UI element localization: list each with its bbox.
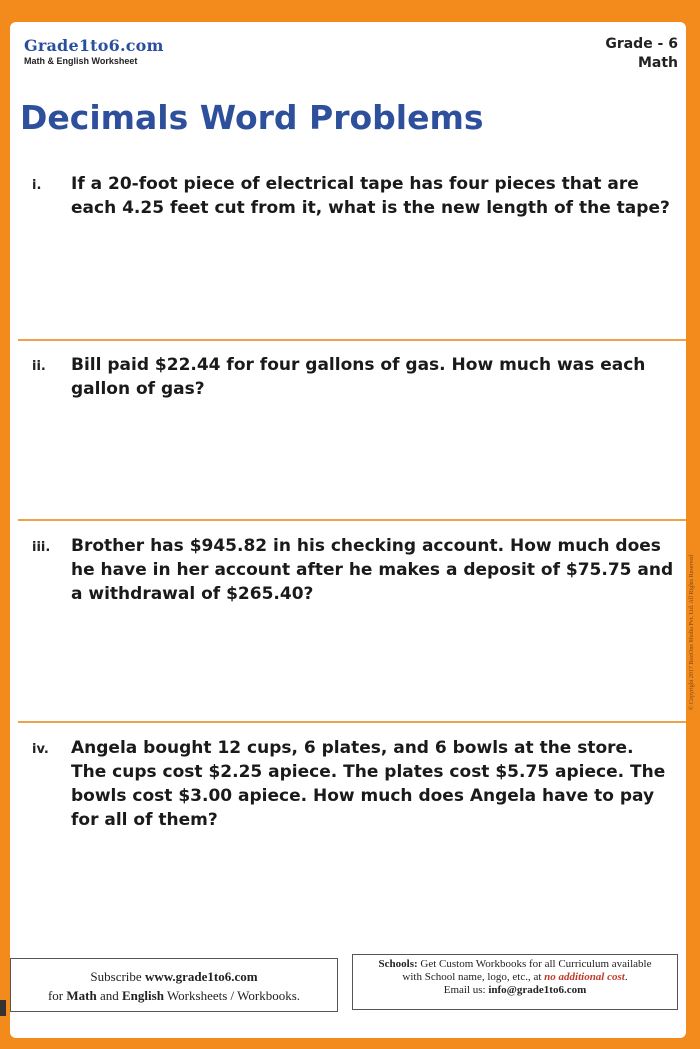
- schools-detail: with School name, logo, etc., at: [402, 971, 545, 983]
- problem-line: bowls cost $3.00 apiece. How much does Angela have to pay: [71, 786, 655, 806]
- brand-block: [24, 36, 164, 66]
- problem-line: a withdrawal of $265.40?: [71, 584, 314, 604]
- worksheets-text: Worksheets / Workbooks.: [163, 988, 301, 1003]
- problem-line: Angela bought 12 cups, 6 plates, and 6 bowls at the store.: [71, 738, 634, 758]
- problem-line: each 4.25 feet cut from it, what is the new length of the tape?: [71, 198, 670, 218]
- subscribe-text: Subscribe: [90, 969, 145, 984]
- grade-label: Grade - 6: [605, 36, 678, 52]
- schools-box: [352, 954, 678, 1010]
- subscribe-line: [11, 969, 337, 985]
- subscribe-box: [10, 958, 338, 1012]
- edge-mark: [0, 1000, 6, 1016]
- no-cost-emphasis: no additional cost: [544, 971, 625, 983]
- brand-name: Grade1to6.com: [24, 36, 164, 55]
- email-link[interactable]: info@grade1to6.com: [488, 984, 587, 996]
- email-line: [353, 984, 677, 996]
- problem-line: for all of them?: [71, 810, 218, 830]
- problem-number: ii.: [32, 359, 46, 374]
- problem-line: he have in her account after he makes a deposit of $75.75 and: [71, 560, 674, 580]
- email-label: Email us:: [443, 984, 489, 996]
- english-label: English: [122, 988, 164, 1003]
- subject-label: Math: [637, 55, 678, 71]
- problem-text: [71, 172, 681, 220]
- worksheet-page: [10, 22, 686, 1038]
- problem-number: iv.: [32, 742, 49, 757]
- brand-subtitle: Math & English Worksheet: [24, 56, 138, 66]
- page-title: Decimals Word Problems: [20, 98, 484, 137]
- and-text: and: [96, 988, 123, 1003]
- copyright-notice: [688, 430, 698, 710]
- problem-line: If a 20-foot piece of electrical tape has four pieces that are: [71, 174, 639, 194]
- problem-line: Bill paid $22.44 for four gallons of gas. How much was each: [71, 355, 646, 375]
- schools-line: [353, 958, 677, 970]
- problem-text: [71, 353, 681, 401]
- subscribe-for: for: [47, 988, 67, 1003]
- grade-block: [605, 35, 678, 73]
- schools-label: Schools:: [378, 958, 418, 970]
- period: .: [624, 971, 628, 983]
- schools-text: Get Custom Workbooks for all Curriculum available: [417, 958, 652, 970]
- problem-line: The cups cost $2.25 apiece. The plates cost $5.75 apiece. The: [71, 762, 666, 782]
- problem-text: [71, 736, 681, 832]
- problem-text: [71, 534, 681, 606]
- divider: [18, 339, 686, 341]
- problem-line: gallon of gas?: [71, 379, 205, 399]
- math-label: Math: [66, 988, 97, 1003]
- divider: [18, 721, 686, 723]
- website-link[interactable]: www.grade1to6.com: [144, 969, 258, 984]
- problem-number: i.: [32, 178, 42, 193]
- subscribe-subline: [11, 988, 337, 1004]
- problem-line: Brother has $945.82 in his checking account. How much does: [71, 536, 661, 556]
- schools-subline: [353, 971, 677, 983]
- divider: [18, 519, 686, 521]
- copyright-text: © Copyright 2017 BestOne Media Pvt. Ltd. All Rights Reserved: [689, 554, 695, 710]
- problem-number: iii.: [32, 540, 51, 555]
